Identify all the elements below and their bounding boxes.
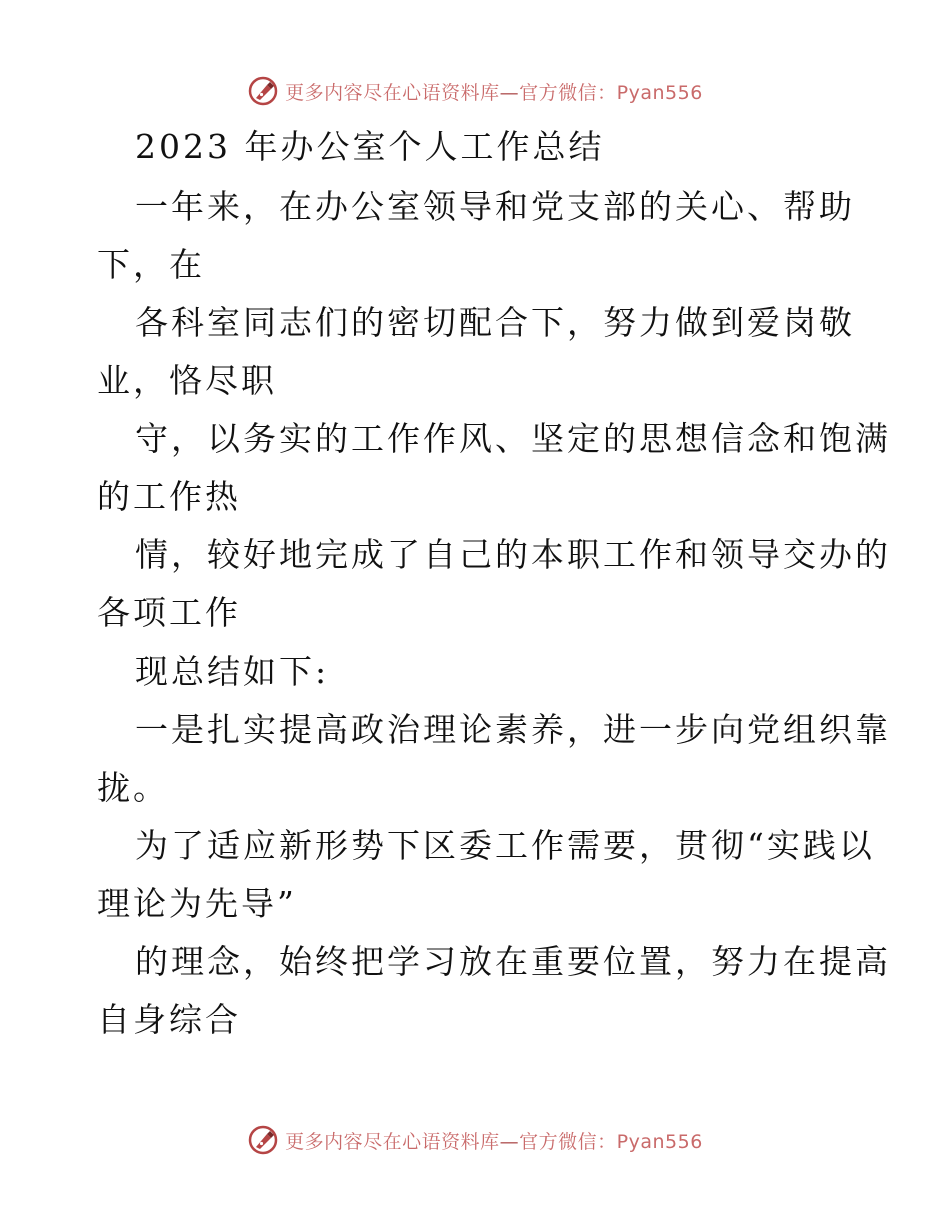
paragraph-line: 的理念，始终把学习放在重要位置，努力在提高 bbox=[135, 942, 891, 981]
paragraph-line: 一年来，在办公室领导和党支部的关心、帮助 bbox=[135, 187, 855, 226]
document-title: 2023 年办公室个人工作总结 bbox=[135, 127, 605, 166]
pen-nib-logo-icon bbox=[247, 1124, 279, 1156]
watermark-contact: 官方微信：Pyan556 bbox=[519, 1130, 703, 1153]
pen-nib-logo-icon bbox=[247, 75, 279, 107]
paragraph-line: 自身综合 bbox=[97, 1000, 241, 1039]
paragraph-line: 各科室同志们的密切配合下，努力做到爱岗敬 bbox=[135, 303, 855, 342]
paragraph-line: 一是扎实提高政治理论素养，进一步向党组织靠 bbox=[135, 710, 891, 749]
paragraph-line: 下，在 bbox=[97, 245, 205, 284]
watermark-brand: 更多内容尽在心语资料库 bbox=[285, 81, 500, 104]
watermark-brand: 更多内容尽在心语资料库 bbox=[285, 1130, 500, 1153]
paragraph-line: 现总结如下: bbox=[135, 652, 330, 691]
watermark-text bbox=[285, 1127, 703, 1154]
header-watermark bbox=[0, 71, 950, 111]
paragraph-line: 情，较好地完成了自己的本职工作和领导交办的 bbox=[135, 535, 891, 574]
watermark-contact: 官方微信：Pyan556 bbox=[519, 81, 703, 104]
footer-watermark bbox=[0, 1120, 950, 1160]
paragraph-line: 理论为先导” bbox=[97, 884, 297, 923]
paragraph-line: 业，恪尽职 bbox=[97, 361, 277, 400]
paragraph-line: 守，以务实的工作作风、坚定的思想信念和饱满 bbox=[135, 419, 891, 458]
paragraph-line: 的工作热 bbox=[97, 477, 241, 516]
watermark-separator: — bbox=[499, 81, 520, 104]
watermark-text bbox=[285, 78, 703, 105]
paragraph-line: 为了适应新形势下区委工作需要，贯彻“实践以 bbox=[135, 826, 875, 865]
watermark-separator: — bbox=[499, 1130, 520, 1153]
paragraph-line: 拢。 bbox=[97, 768, 169, 807]
paragraph-line: 各项工作 bbox=[97, 593, 241, 632]
